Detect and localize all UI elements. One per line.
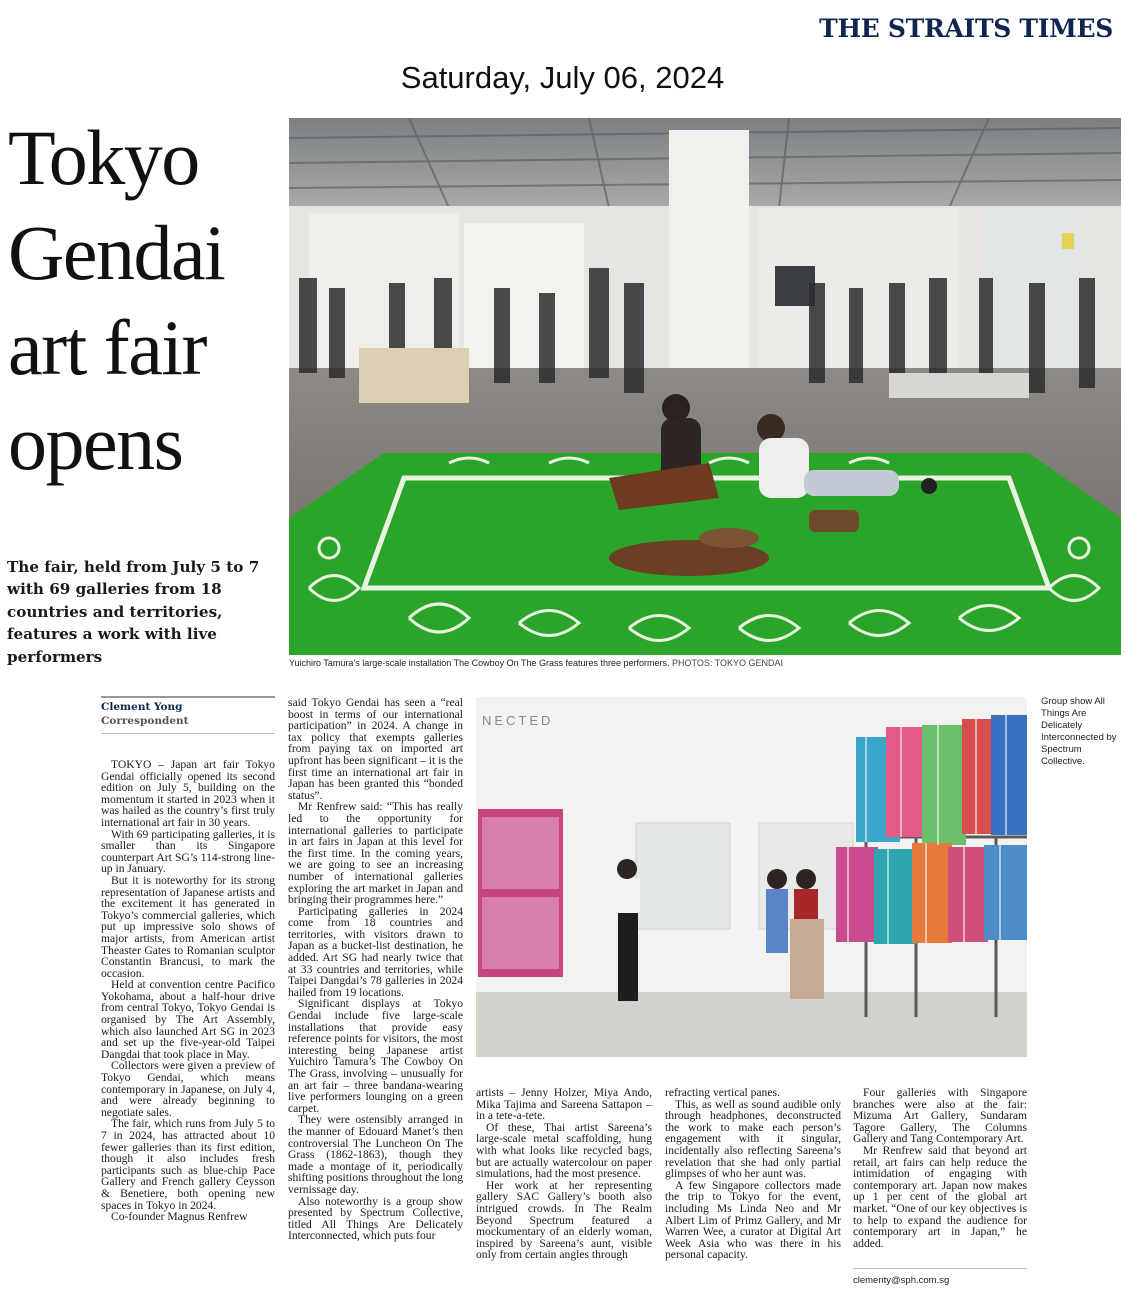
byline: [101, 696, 275, 734]
article-column-5: [853, 1087, 1027, 1249]
paragraph: With 69 participating galleries, it is smaller than its Singapore counterpart Art SG’s 114-strong line-up in January.: [101, 827, 275, 876]
paragraph: refracting vertical panes.: [665, 1086, 780, 1099]
paragraph: TOKYO – Japan art fair Tokyo Gendai officially opened its second edition on July 5, building on the momentum it started in 2023 when it was hailed as the country’s first truly international art fair in 30 years.: [101, 758, 275, 829]
article-column-3: [476, 1087, 652, 1261]
article-column-4: [665, 1087, 841, 1261]
author-role: Correspondent: [101, 715, 189, 727]
paragraph: Participating galleries in 2024 come from 18 countries and territories, with visitors drawn to Japan as a bucket-list destination, he added. Art SG had nearly twice that at 33 countries and territories, while Taipei Dangdai’s 78 galleries in 2024 hailed from 19 locations.: [288, 904, 463, 999]
paragraph: The fair, which runs from July 5 to 7 in 2024, has attracted about 10 fewer galleries than its first edition, though it also includes fresh participants such as blue-chip Pace Gallery and French gallery Ceysson & Benetiere, both opening new spaces in Tokyo in 2024.: [101, 1117, 275, 1212]
paragraph: Held at convention centre Pacifico Yokohama, about a half-hour drive from central Tokyo, Tokyo Gendai is organised by The Art Assembly, which also launched Art SG in 2023 and set up the five-year-old Taipei Dangdai that took place in May.: [101, 978, 275, 1061]
headline: [8, 110, 278, 490]
photo-credit: PHOTOS: TOKYO GENDAI: [672, 658, 784, 668]
headline-line: art fair: [8, 304, 207, 391]
paragraph: artists – Jenny Holzer, Miya Ando, Mika Tajima and Sareena Sattapon – in a tete-a-tete.: [476, 1086, 652, 1123]
paragraph: They were ostensibly arranged in the manner of Edouard Manet’s then controversial The Luncheon On The Grass (1862-1863), though they made a montage of it, periodically shifting positions throughout the long vernissage day.: [288, 1113, 463, 1196]
paragraph: Her work at her representing gallery SAC Gallery’s booth also intrigued crowds. In The Realm Beyond Spectrum featured a mockumentary of an elderly woman, inspired by Sareena’s aunt, visible only from certain angles through: [476, 1178, 652, 1262]
author-name: Clement Yong: [101, 701, 183, 713]
headline-line: Gendai: [8, 209, 225, 296]
paragraph: Co-founder Magnus Renfrew: [111, 1210, 248, 1224]
paragraph: A few Singapore collectors made the trip to Tokyo for the event, including Ms Linda Neo and Mr Albert Lim of Primz Gallery, and Mr Warren Wee, a curator at Digital Art Week Asia who was there in his personal capacity.: [665, 1178, 841, 1262]
article-column-1: [101, 759, 275, 1223]
headline-line: Tokyo: [8, 114, 199, 201]
paragraph: This, as well as sound audible only through headphones, deconstructed the work to make each person’s engagement with it singular, incidentally also reflecting Sareena’s revelation that she had only partial glimpses of who her aunt was.: [665, 1097, 841, 1181]
paragraph: said Tokyo Gendai has seen a “real boost in terms of our international participation” in 2024. A change in tax policy that exempts galleries from paying tax on imported art upfront has been significant – it is the first time an international art fair in Japan has been granted this “bonded status”.: [288, 696, 463, 802]
standfirst: The fair, held from July 5 to 7 with 69 galleries from 18 countries and territories, features a work with live performers: [7, 558, 260, 666]
paragraph: But it is noteworthy for its strong representation of Japanese artists and the excitement it has generated in Tokyo’s commercial galleries, which put up impressive solo shows of major artists, from American artist Theaster Gates to Romanian sculptor Constantin Brancusi, to mark the occasion.: [101, 873, 275, 980]
photo-caption: Yuichiro Tamura’s large-scale installation The Cowboy On The Grass features three performers. PHOTOS: TOKYO GENDAI: [289, 658, 784, 668]
masthead: THE STRAITS TIMES: [819, 14, 1113, 43]
photo-caption: Group show All Things Are Delicately Interconnected by Spectrum Collective.: [1041, 696, 1117, 767]
author-email[interactable]: clementy@sph.com.sg: [853, 1268, 1027, 1286]
headline-line: opens: [8, 399, 183, 486]
paragraph: Significant displays at Tokyo Gendai include five large-scale installations that provide easy reference points for visitors, the most interesting being Japanese artist Yuichiro Tamura’s The Cowboy On The Grass, involving – unusually for an art fair – three bandana-wearing live performers lounging on a green carpet.: [288, 997, 463, 1115]
paragraph: Four galleries with Singapore branches were also at the fair: Mizuma Art Gallery, Sundaram Tagore Gallery, The Columns Gallery and Tang Contemporary Art.: [853, 1086, 1027, 1146]
publication-date: Saturday, July 06, 2024: [400, 60, 725, 95]
paragraph: Collectors were given a preview of Tokyo Gendai, which means contemporary in Japanese, on July 4, and were already beginning to negotiate sales.: [101, 1059, 275, 1119]
article-column-2: [288, 697, 463, 1242]
paragraph: Of these, Thai artist Sareena’s large-scale metal scaffolding, hung with what looks like recycled bags, but are actually watercolour on paper simulations, had the most presence.: [476, 1120, 652, 1181]
cowboy-on-the-grass-photo: [289, 118, 1121, 655]
paragraph: Mr Renfrew said: “This has really led to the opportunity for international galleries to participate in art fairs in Japan at this level for the first time. In the coming years, we are going to see an increasing number of international galleries exploring the art market in Japan and bringing their programmes here.”: [288, 800, 463, 907]
paragraph: Mr Renfrew said that beyond art retail, art fairs can help reduce the intimidation of engaging with contemporary art. Japan now makes up 1 per cent of the global art market. “One of our key objectives is to help to expand the audience for contemporary art in Japan,” he added.: [853, 1143, 1027, 1250]
paragraph: Also noteworthy is a group show presented by Spectrum Collective, titled All Things Are Delicately Interconnected, which puts four: [288, 1194, 463, 1243]
interconnected-photo: [476, 697, 1027, 1057]
wall-text: NECTED: [482, 713, 554, 728]
